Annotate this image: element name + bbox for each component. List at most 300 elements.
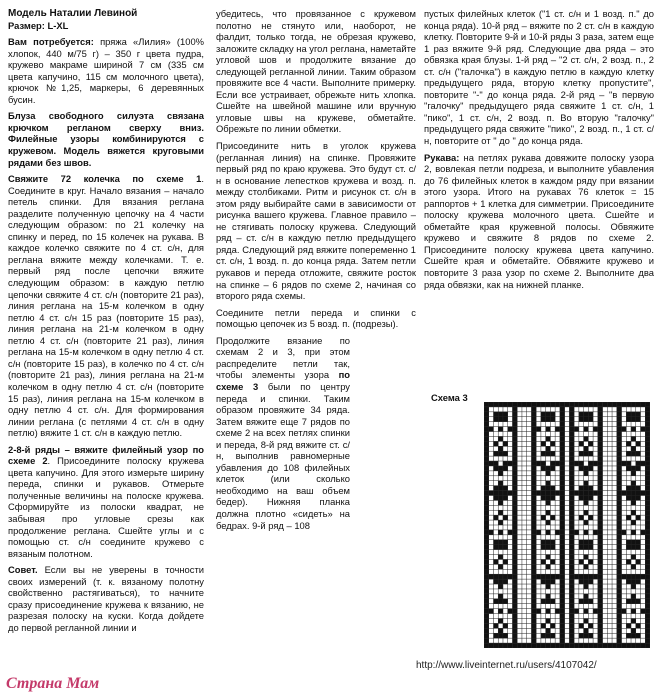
chart-filled-cell: [645, 628, 650, 633]
chart-filled-cell: [512, 481, 517, 486]
chart-filled-cell: [617, 422, 622, 427]
chart-filled-cell: [531, 451, 536, 456]
chart-filled-cell: [645, 623, 650, 628]
chart-filled-cell: [503, 417, 508, 422]
chart-filled-cell: [584, 609, 589, 614]
chart-filled-cell: [617, 604, 622, 609]
chart-filled-cell: [622, 574, 627, 579]
chart-filled-cell: [484, 623, 489, 628]
chart-filled-cell: [645, 589, 650, 594]
chart-filled-cell: [484, 481, 489, 486]
p4-ref: по схеме 3: [216, 369, 350, 392]
chart-filled-cell: [493, 574, 498, 579]
chart-filled-cell: [584, 520, 589, 525]
chart-filled-cell: [550, 540, 555, 545]
chart-filled-cell: [498, 643, 503, 648]
chart-filled-cell: [484, 633, 489, 638]
chart-filled-cell: [484, 500, 489, 505]
chart-filled-cell: [569, 471, 574, 476]
chart-filled-cell: [645, 525, 650, 530]
chart-filled-cell: [550, 633, 555, 638]
chart-filled-cell: [560, 550, 565, 555]
chart-filled-cell: [484, 589, 489, 594]
chart-filled-cell: [531, 564, 536, 569]
chart-filled-cell: [584, 574, 589, 579]
chart-filled-cell: [584, 579, 589, 584]
paragraph-join-front-back: Соедините петли переда и спинки с помощью цепочек из 5 возд. п. (подрезы).: [216, 306, 416, 330]
chart-filled-cell: [636, 574, 641, 579]
chart-filled-cell: [555, 402, 560, 407]
chart-filled-cell: [626, 540, 631, 545]
chart-filled-cell: [569, 476, 574, 481]
chart-filled-cell: [546, 451, 551, 456]
chart-filled-cell: [584, 486, 589, 491]
chart-filled-cell: [574, 609, 579, 614]
chart-filled-cell: [598, 569, 603, 574]
chart-filled-cell: [617, 417, 622, 422]
chart-filled-cell: [517, 643, 522, 648]
chart-filled-cell: [560, 535, 565, 540]
chart-filled-cell: [531, 471, 536, 476]
chart-filled-cell: [569, 456, 574, 461]
chart-filled-cell: [560, 515, 565, 520]
chart-filled-cell: [550, 461, 555, 466]
chart-filled-cell: [584, 446, 589, 451]
chart-filled-cell: [641, 491, 646, 496]
chart-filled-cell: [569, 505, 574, 510]
chart-filled-cell: [598, 525, 603, 530]
chart-filled-cell: [541, 495, 546, 500]
chart-filled-cell: [546, 633, 551, 638]
chart-filled-cell: [546, 574, 551, 579]
chart-filled-cell: [484, 432, 489, 437]
chart-filled-cell: [645, 550, 650, 555]
chart-filled-cell: [569, 481, 574, 486]
chart-filled-cell: [531, 432, 536, 437]
chart-filled-cell: [560, 520, 565, 525]
chart-filled-cell: [550, 441, 555, 446]
chart-filled-cell: [631, 540, 636, 545]
chart-filled-cell: [598, 614, 603, 619]
chart-filled-cell: [569, 510, 574, 515]
chart-filled-cell: [484, 476, 489, 481]
chart-filled-cell: [598, 564, 603, 569]
chart-filled-cell: [579, 491, 584, 496]
chart-filled-cell: [588, 545, 593, 550]
chart-filled-cell: [484, 402, 489, 407]
chart-filled-cell: [631, 628, 636, 633]
chart-filled-cell: [579, 451, 584, 456]
chart-filled-cell: [517, 402, 522, 407]
chart-filled-cell: [617, 609, 622, 614]
chart-filled-cell: [598, 432, 603, 437]
chart-filled-cell: [569, 545, 574, 550]
chart-filled-cell: [584, 530, 589, 535]
chart-filled-cell: [484, 604, 489, 609]
chart-filled-cell: [569, 540, 574, 545]
chart-filled-cell: [617, 540, 622, 545]
advice-text: Если вы не уверены в точности своих измерений (т. к. вязаному полотну свойственно растягиваться), то начните сразу присоединение кружева к вязанию, не разрезая полоску на куски. Когда дойдете до первой регланной линии и: [8, 564, 204, 633]
chart-filled-cell: [598, 495, 603, 500]
chart-filled-cell: [560, 609, 565, 614]
chart-filled-cell: [503, 466, 508, 471]
schema-3-label: Схема 3: [431, 392, 468, 403]
chart-filled-cell: [598, 584, 603, 589]
chart-filled-cell: [531, 402, 536, 407]
chart-filled-cell: [560, 481, 565, 486]
chart-filled-cell: [598, 623, 603, 628]
chart-filled-cell: [631, 564, 636, 569]
chart-filled-cell: [560, 614, 565, 619]
chart-filled-cell: [512, 515, 517, 520]
chart-filled-cell: [641, 530, 646, 535]
chart-filled-cell: [579, 633, 584, 638]
chart-filled-cell: [574, 574, 579, 579]
chart-filled-cell: [626, 623, 631, 628]
chart-filled-cell: [584, 594, 589, 599]
chart-filled-cell: [560, 525, 565, 530]
chart-filled-cell: [560, 599, 565, 604]
chart-filled-cell: [626, 491, 631, 496]
chart-filled-cell: [631, 609, 636, 614]
chart-filled-cell: [598, 441, 603, 446]
chart-filled-cell: [546, 643, 551, 648]
chart-filled-cell: [560, 402, 565, 407]
chart-filled-cell: [546, 427, 551, 432]
chart-filled-cell: [588, 441, 593, 446]
chart-filled-cell: [569, 412, 574, 417]
chart-filled-cell: [503, 402, 508, 407]
chart-filled-cell: [541, 574, 546, 579]
chart-filled-cell: [560, 574, 565, 579]
chart-filled-cell: [560, 594, 565, 599]
chart-filled-cell: [498, 540, 503, 545]
chart-filled-cell: [617, 515, 622, 520]
chart-filled-cell: [498, 402, 503, 407]
chart-filled-cell: [626, 599, 631, 604]
chart-filled-cell: [598, 633, 603, 638]
chart-filled-cell: [569, 466, 574, 471]
chart-filled-cell: [512, 451, 517, 456]
chart-filled-cell: [569, 402, 574, 407]
chart-filled-cell: [612, 643, 617, 648]
chart-filled-cell: [560, 584, 565, 589]
chart-filled-cell: [484, 609, 489, 614]
chart-filled-cell: [546, 594, 551, 599]
chart-filled-cell: [489, 643, 494, 648]
chart-filled-cell: [503, 515, 508, 520]
chart-filled-cell: [531, 461, 536, 466]
chart-filled-cell: [569, 520, 574, 525]
chart-filled-cell: [560, 555, 565, 560]
chart-filled-cell: [588, 412, 593, 417]
chart-filled-cell: [484, 594, 489, 599]
chart-filled-cell: [631, 466, 636, 471]
p2-ref: по схеме 2: [8, 443, 204, 467]
chart-filled-cell: [569, 589, 574, 594]
chart-filled-cell: [546, 436, 551, 441]
chart-filled-cell: [498, 633, 503, 638]
chart-filled-cell: [617, 505, 622, 510]
chart-filled-cell: [598, 609, 603, 614]
chart-filled-cell: [531, 466, 536, 471]
chart-filled-cell: [560, 623, 565, 628]
chart-filled-cell: [617, 623, 622, 628]
chart-filled-cell: [617, 614, 622, 619]
chart-filled-cell: [598, 555, 603, 560]
chart-filled-cell: [617, 510, 622, 515]
chart-filled-cell: [493, 623, 498, 628]
chart-filled-cell: [503, 461, 508, 466]
chart-filled-cell: [555, 491, 560, 496]
chart-filled-cell: [645, 471, 650, 476]
chart-filled-cell: [626, 559, 631, 564]
chart-filled-cell: [508, 643, 513, 648]
chart-filled-cell: [593, 427, 598, 432]
chart-filled-cell: [536, 427, 541, 432]
chart-filled-cell: [560, 579, 565, 584]
chart-filled-cell: [498, 574, 503, 579]
chart-filled-cell: [617, 520, 622, 525]
chart-filled-cell: [522, 402, 527, 407]
chart-filled-cell: [617, 599, 622, 604]
chart-filled-cell: [645, 476, 650, 481]
chart-filled-cell: [569, 436, 574, 441]
chart-filled-cell: [560, 407, 565, 412]
chart-filled-cell: [493, 417, 498, 422]
chart-filled-cell: [584, 451, 589, 456]
p2-text: . Присоедините полоску кружева цвета капучино. Для этого измерьте ширину переда, спинки и рукавов. Отмерьте полученные величины на полоске кружева. Сформируйте из полоски квадрат, не забывая про угловые срезы как продолжение реглана. Сшейте углы и с помощью ст. с/н соедините кружево с вязаным полотном.: [8, 455, 204, 559]
chart-filled-cell: [631, 481, 636, 486]
chart-filled-cell: [484, 446, 489, 451]
chart-filled-cell: [484, 599, 489, 604]
chart-filled-cell: [503, 623, 508, 628]
chart-filled-cell: [560, 564, 565, 569]
chart-filled-cell: [541, 559, 546, 564]
p2-lead: 2-8-й ряды – вяжите филейный узор: [8, 443, 193, 455]
chart-filled-cell: [631, 594, 636, 599]
chart-filled-cell: [645, 432, 650, 437]
chart-filled-cell: [546, 599, 551, 604]
chart-filled-cell: [555, 530, 560, 535]
chart-filled-cell: [560, 412, 565, 417]
chart-filled-cell: [584, 545, 589, 550]
chart-filled-cell: [617, 628, 622, 633]
chart-filled-cell: [588, 643, 593, 648]
chart-filled-cell: [645, 574, 650, 579]
chart-filled-cell: [484, 456, 489, 461]
chart-filled-cell: [531, 633, 536, 638]
chart-filled-cell: [560, 628, 565, 633]
chart-filled-cell: [503, 451, 508, 456]
chart-filled-cell: [512, 466, 517, 471]
chart-filled-cell: [626, 412, 631, 417]
chart-filled-cell: [569, 486, 574, 491]
chart-filled-cell: [588, 633, 593, 638]
chart-filled-cell: [569, 515, 574, 520]
chart-filled-cell: [493, 540, 498, 545]
chart-filled-cell: [617, 584, 622, 589]
chart-filled-cell: [617, 495, 622, 500]
chart-filled-cell: [484, 569, 489, 574]
chart-filled-cell: [546, 555, 551, 560]
chart-filled-cell: [645, 530, 650, 535]
chart-filled-cell: [598, 520, 603, 525]
chart-filled-cell: [617, 402, 622, 407]
chart-filled-cell: [512, 628, 517, 633]
chart-filled-cell: [546, 510, 551, 515]
chart-filled-cell: [503, 486, 508, 491]
chart-filled-cell: [546, 495, 551, 500]
chart-filled-cell: [584, 500, 589, 505]
chart-filled-cell: [522, 643, 527, 648]
chart-filled-cell: [598, 427, 603, 432]
chart-filled-cell: [641, 574, 646, 579]
chart-filled-cell: [512, 609, 517, 614]
chart-filled-cell: [617, 466, 622, 471]
p4-text-b: были по центру переда и спинки. Таким образом провяжите 34 ряда. Затем вяжите еще 7 рядов по схеме 2 на всех петлях спинки и переда, 8-й ряд вяжите ст. с/н, выполнив равномерные убавления до 108 филейных клеток (или сколько необходимо на ваш объем бедер). Нижняя планка должна плотно «сидеть» на бедрах. 9-й ряд – 108: [216, 380, 350, 531]
chart-filled-cell: [631, 495, 636, 500]
chart-filled-cell: [626, 466, 631, 471]
chart-filled-cell: [579, 623, 584, 628]
chart-filled-cell: [560, 427, 565, 432]
chart-filled-cell: [579, 599, 584, 604]
chart-filled-cell: [531, 491, 536, 496]
chart-filled-cell: [569, 422, 574, 427]
chart-filled-cell: [508, 427, 513, 432]
chart-filled-cell: [484, 466, 489, 471]
chart-filled-cell: [484, 614, 489, 619]
chart-filled-cell: [484, 540, 489, 545]
chart-filled-cell: [560, 569, 565, 574]
chart-filled-cell: [512, 417, 517, 422]
chart-filled-cell: [631, 574, 636, 579]
chart-filled-cell: [484, 417, 489, 422]
chart-filled-cell: [569, 407, 574, 412]
chart-filled-cell: [498, 451, 503, 456]
chart-filled-cell: [560, 633, 565, 638]
chart-filled-cell: [626, 441, 631, 446]
chart-filled-cell: [527, 402, 532, 407]
chart-filled-cell: [598, 481, 603, 486]
chart-filled-cell: [546, 540, 551, 545]
chart-filled-cell: [512, 618, 517, 623]
advice-lead: Совет.: [8, 564, 38, 576]
chart-filled-cell: [598, 604, 603, 609]
chart-filled-cell: [531, 520, 536, 525]
chart-filled-cell: [569, 550, 574, 555]
chart-filled-cell: [584, 481, 589, 486]
chart-filled-cell: [531, 422, 536, 427]
chart-filled-cell: [598, 599, 603, 604]
chart-filled-cell: [645, 407, 650, 412]
chart-filled-cell: [531, 614, 536, 619]
chart-filled-cell: [645, 500, 650, 505]
chart-filled-cell: [617, 535, 622, 540]
paragraph-continue: [216, 335, 350, 531]
chart-filled-cell: [569, 569, 574, 574]
chart-filled-cell: [579, 402, 584, 407]
chart-filled-cell: [569, 564, 574, 569]
chart-filled-cell: [588, 417, 593, 422]
chart-filled-cell: [598, 500, 603, 505]
chart-filled-cell: [560, 466, 565, 471]
chart-filled-cell: [484, 427, 489, 432]
chart-filled-cell: [489, 461, 494, 466]
watermark-url: http://www.liveinternet.ru/users/4107042/: [416, 660, 597, 671]
chart-filled-cell: [636, 486, 641, 491]
chart-filled-cell: [598, 451, 603, 456]
chart-filled-cell: [631, 491, 636, 496]
chart-filled-cell: [493, 579, 498, 584]
chart-filled-cell: [607, 402, 612, 407]
chart-filled-cell: [508, 461, 513, 466]
chart-filled-cell: [498, 530, 503, 535]
chart-filled-cell: [541, 451, 546, 456]
chart-filled-cell: [503, 495, 508, 500]
chart-filled-cell: [541, 579, 546, 584]
chart-filled-cell: [631, 412, 636, 417]
chart-filled-cell: [536, 530, 541, 535]
chart-filled-cell: [631, 520, 636, 525]
chart-filled-cell: [560, 530, 565, 535]
p1-ref: по схеме 1: [132, 173, 202, 185]
chart-filled-cell: [584, 436, 589, 441]
chart-filled-cell: [550, 559, 555, 564]
chart-filled-cell: [617, 491, 622, 496]
chart-filled-cell: [626, 515, 631, 520]
chart-filled-cell: [512, 456, 517, 461]
chart-filled-cell: [546, 520, 551, 525]
chart-filled-cell: [512, 638, 517, 643]
chart-filled-cell: [574, 643, 579, 648]
chart-filled-cell: [598, 436, 603, 441]
p1-text: . Соедините в круг. Начало вязания – начало петель спинки. Для вязания реглана разделите полученную цепочку на 4 части следующим образом: по 21 колечку на спинку и перед, по 15 колечек на рукава. В каждое колечко свяжите по 4 ст. с/н, для реглана вяжите между колечками. Т. е. первый ряд после цепочки вяжите следующим образом: в каждую петлю цепочки свяжите 4 ст. с/н (повторите 21 раз), линия реглана на 15-м колечком в одну петлю 4 ст. с/н 15 раз (повторите 15 раз), линия реглана на 21-м колечком в одну петлю 4 ст. с/н (повторите 21 раз), линия реглана на 15-м колечком в одну петлю 4 ст. с/н (повторите 15 раз), в колечко по 4 ст. с/н (повторите 21 раз), линия реглана на 21-м колечком в одну петлю 4 ст. с/н (повторите 15 раз), линия реглана на 15-м колечком в одну петлю 4 ст. с/н. Для формирования линии реглана (с петлями 4 ст. с/н в одну петлю) вяжите 1 ст. с/н в каждую петлю.: [8, 173, 205, 439]
chart-filled-cell: [641, 461, 646, 466]
chart-filled-cell: [503, 643, 508, 648]
chart-filled-cell: [598, 422, 603, 427]
chart-filled-cell: [503, 412, 508, 417]
chart-filled-cell: [588, 599, 593, 604]
chart-filled-cell: [617, 559, 622, 564]
chart-filled-cell: [541, 412, 546, 417]
chart-filled-cell: [598, 530, 603, 535]
chart-filled-cell: [617, 436, 622, 441]
chart-filled-cell: [617, 594, 622, 599]
chart-filled-cell: [588, 623, 593, 628]
chart-filled-cell: [617, 481, 622, 486]
chart-filled-cell: [584, 466, 589, 471]
chart-filled-cell: [636, 545, 641, 550]
chart-filled-cell: [579, 540, 584, 545]
chart-filled-cell: [584, 618, 589, 623]
chart-filled-cell: [498, 491, 503, 496]
chart-filled-cell: [503, 545, 508, 550]
chart-filled-cell: [531, 441, 536, 446]
chart-filled-cell: [626, 579, 631, 584]
chart-filled-cell: [531, 495, 536, 500]
chart-filled-cell: [593, 530, 598, 535]
chart-filled-cell: [588, 491, 593, 496]
chart-filled-cell: [498, 594, 503, 599]
chart-filled-cell: [569, 500, 574, 505]
chart-filled-cell: [541, 461, 546, 466]
chart-filled-cell: [531, 555, 536, 560]
chart-filled-cell: [641, 427, 646, 432]
chart-filled-cell: [598, 491, 603, 496]
chart-filled-cell: [484, 407, 489, 412]
chart-filled-cell: [484, 550, 489, 555]
